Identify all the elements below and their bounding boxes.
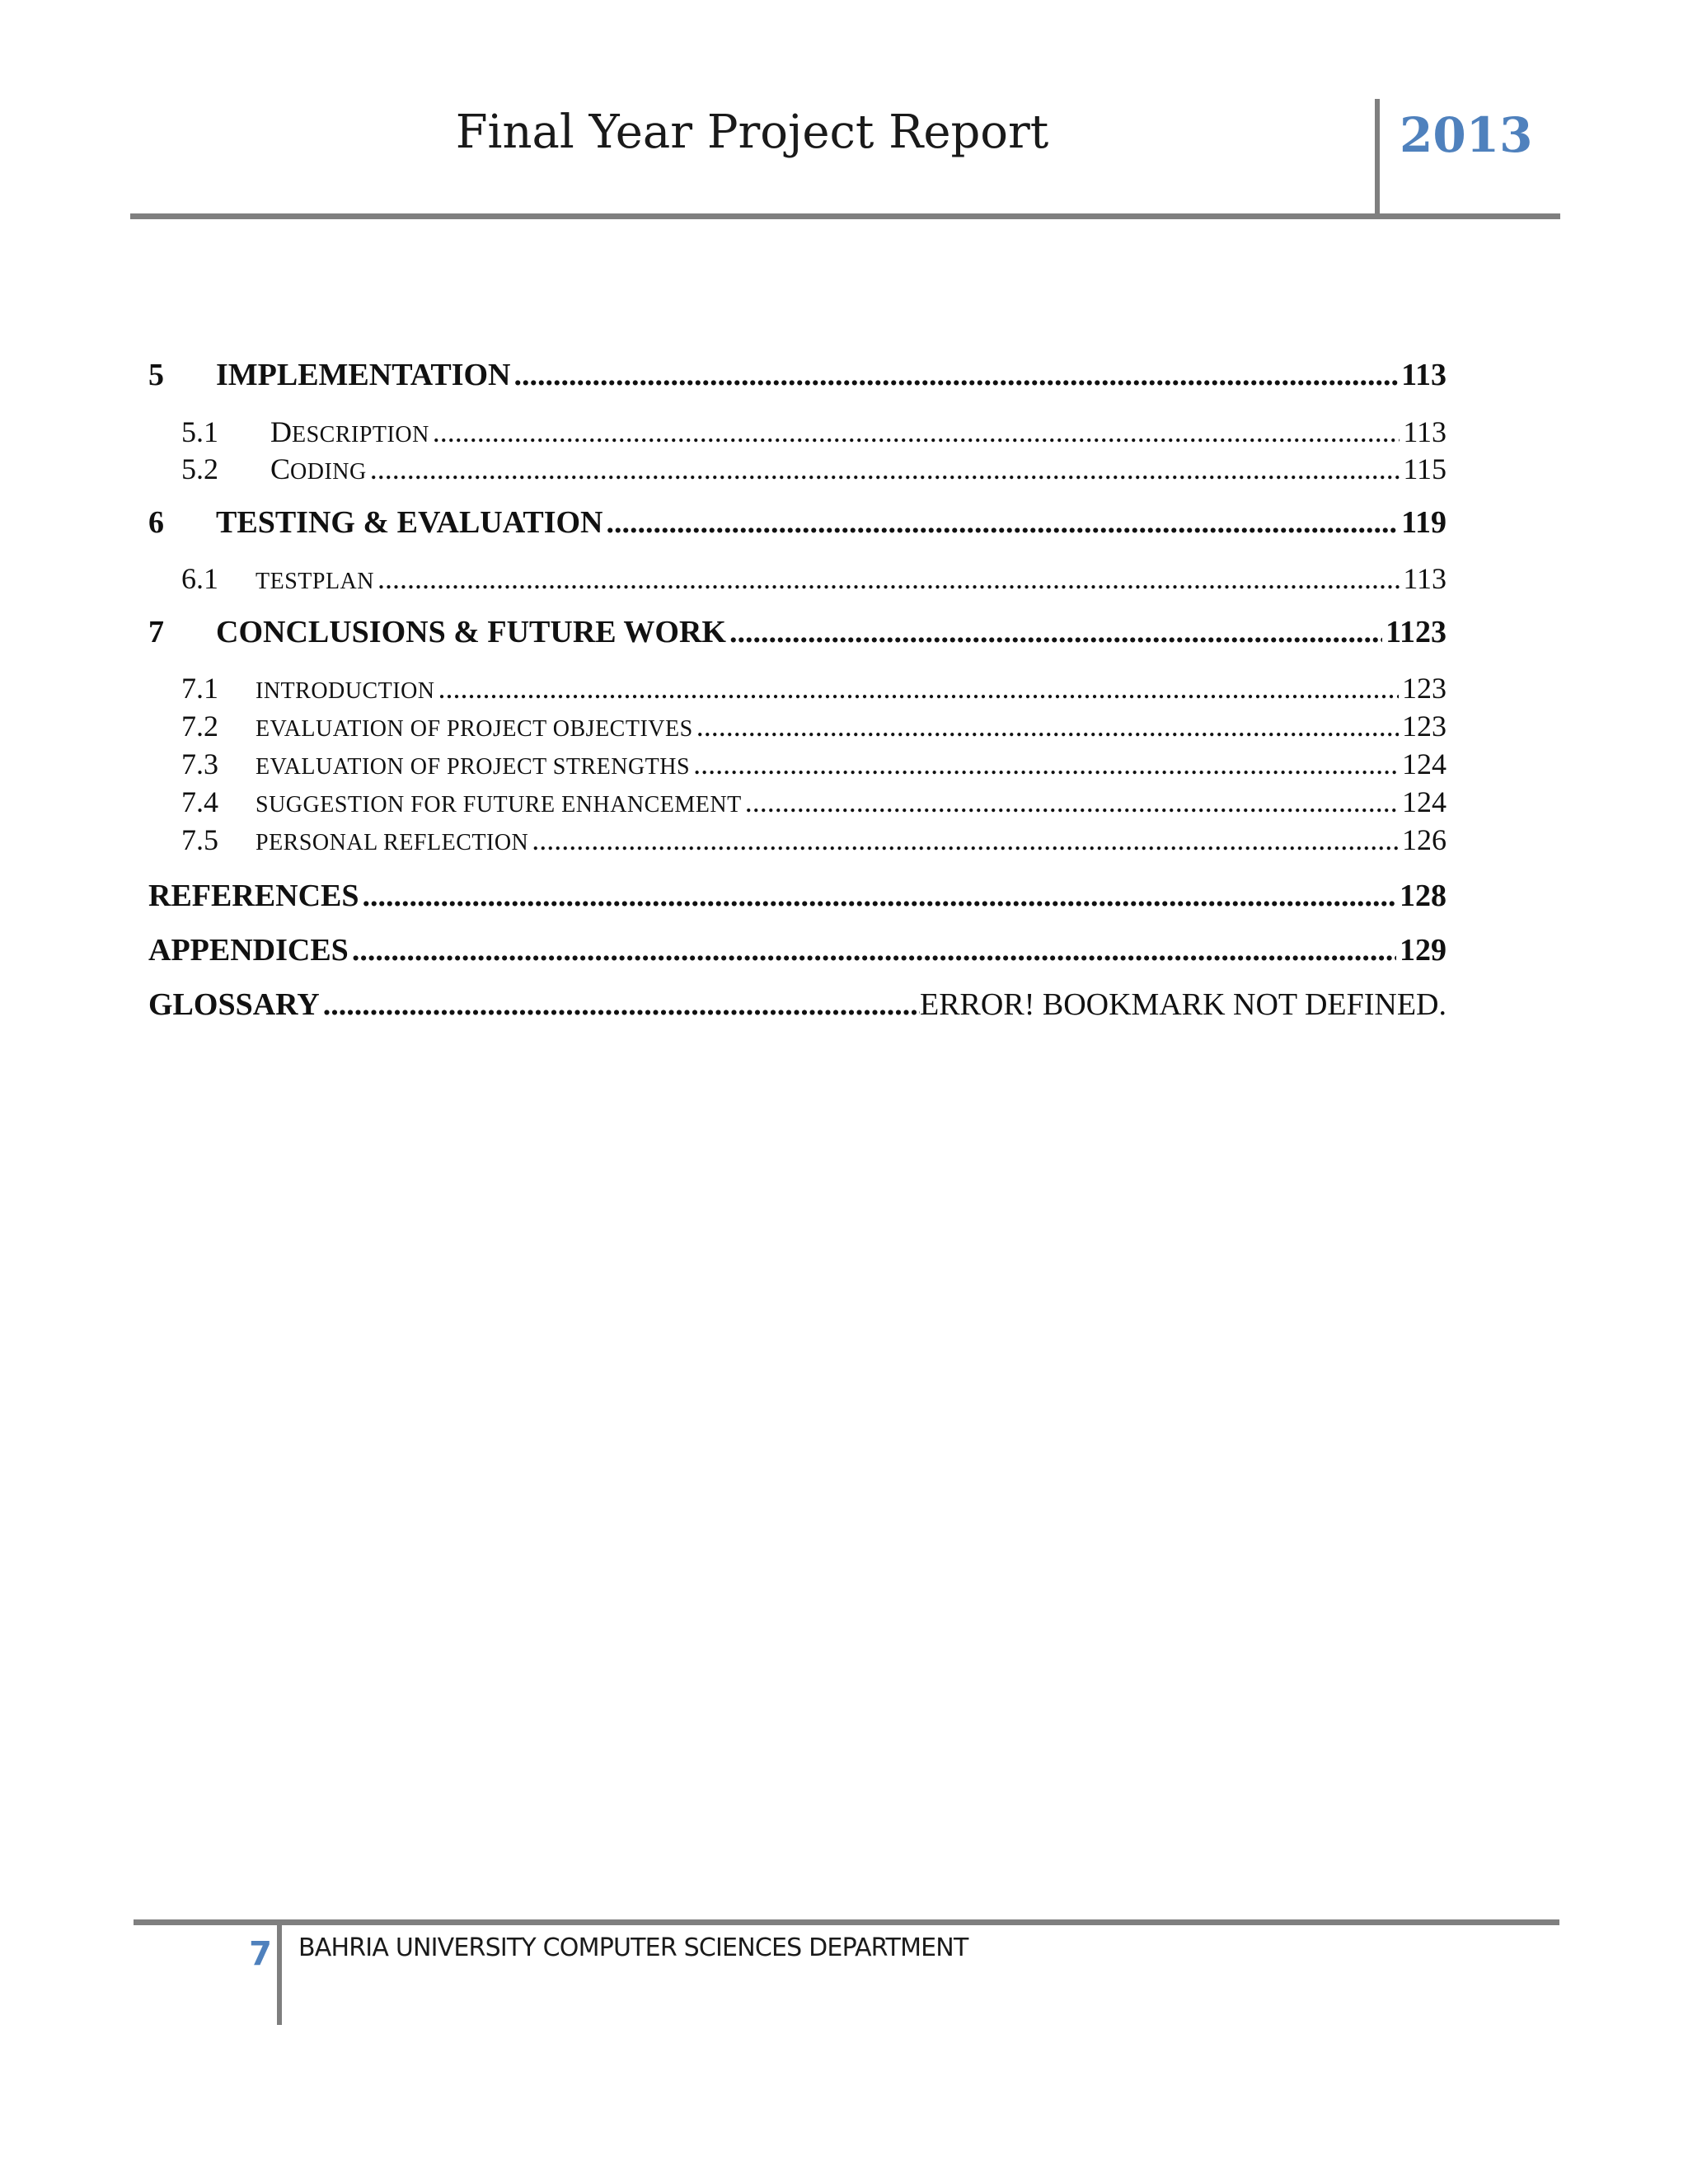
toc-entry-coding[interactable] <box>148 454 1447 484</box>
header-divider <box>1375 99 1380 216</box>
toc-entry-future-enhancement[interactable] <box>148 787 1447 817</box>
toc-page-number: 126 <box>1402 823 1447 856</box>
toc-page-number: 124 <box>1402 748 1447 780</box>
toc-label: TESTPLAN <box>256 569 374 594</box>
toc-number: 5.2 <box>181 452 218 485</box>
footer-divider <box>277 1922 282 2025</box>
toc-number: 7.4 <box>181 785 218 818</box>
toc-leader-dots <box>323 989 920 1020</box>
toc-page-number: 113 <box>1403 562 1447 595</box>
toc-entry-testplan[interactable] <box>148 564 1447 593</box>
toc-entry-testing-evaluation[interactable] <box>148 507 1447 538</box>
toc-label: IMPLEMENTATION <box>216 358 511 392</box>
toc-label: CONCLUSIONS & FUTURE WORK <box>216 615 726 649</box>
toc-label: EVALUATION OF PROJECT OBJECTIVES <box>256 716 693 742</box>
toc-number: 6 <box>148 505 164 540</box>
toc-number: 7.2 <box>181 710 218 743</box>
toc-leader-dots <box>370 454 1400 484</box>
toc-leader-dots <box>352 935 1396 966</box>
header-rule <box>130 213 1560 219</box>
toc-leader-dots <box>693 749 1399 779</box>
toc-label <box>270 454 367 484</box>
toc-page-number: 123 <box>1402 710 1447 743</box>
toc-label: APPENDICES <box>148 933 349 968</box>
toc-leader-dots <box>433 417 1400 447</box>
toc-number: 7 <box>148 615 164 649</box>
toc-number: 6.1 <box>181 562 218 595</box>
toc-leader-dots <box>377 564 1400 593</box>
toc-entry-glossary[interactable] <box>148 989 1447 1020</box>
toc-label: PERSONAL REFLECTION <box>256 830 529 855</box>
toc-page-number: 123 <box>1402 672 1447 705</box>
toc-label-rest: ESCRIPTION <box>292 422 429 448</box>
toc-page-number: 124 <box>1402 785 1447 818</box>
toc-leader-dots <box>729 616 1382 648</box>
toc-entry-personal-reflection[interactable] <box>148 825 1447 855</box>
toc-number: 7.5 <box>181 823 218 856</box>
toc-label <box>270 417 429 447</box>
toc-entry-description[interactable] <box>148 417 1447 447</box>
toc-leader-dots <box>745 787 1399 817</box>
toc-label: INTRODUCTION <box>256 678 435 704</box>
toc-page-number: 113 <box>1401 358 1447 392</box>
toc-label: EVALUATION OF PROJECT STRENGTHS <box>256 754 691 780</box>
toc-label: TESTING & EVALUATION <box>216 505 603 540</box>
toc-label-rest: ODING <box>290 459 367 485</box>
toc-page-number: 1123 <box>1386 615 1447 649</box>
toc-entry-references[interactable] <box>148 880 1447 912</box>
toc-entry-appendices[interactable] <box>148 935 1447 966</box>
toc-label: REFERENCES <box>148 879 359 913</box>
toc-entry-evaluation-objectives[interactable] <box>148 711 1447 741</box>
footer-department: BAHRIA UNIVERSITY COMPUTER SCIENCES DEPARTMENT <box>298 1933 968 1962</box>
toc-entry-evaluation-strengths[interactable] <box>148 749 1447 779</box>
toc-entry-conclusions[interactable] <box>148 616 1447 648</box>
toc-leader-dots <box>514 359 1399 391</box>
toc-error-message: ERROR! BOOKMARK NOT DEFINED. <box>920 987 1447 1022</box>
toc-label-initial: D <box>270 415 292 448</box>
footer-page-number: 7 <box>249 1935 272 1973</box>
toc-number: 5.1 <box>181 415 218 448</box>
toc-page-number: 129 <box>1400 933 1447 968</box>
report-year: 2013 <box>1400 107 1533 163</box>
toc-page-number: 113 <box>1403 415 1447 448</box>
toc-leader-dots <box>438 673 1399 703</box>
toc-number: 7.3 <box>181 748 218 780</box>
toc-entry-introduction[interactable] <box>148 673 1447 703</box>
toc-entry-implementation[interactable] <box>148 359 1447 391</box>
footer-rule <box>134 1919 1559 1925</box>
toc-leader-dots <box>363 880 1397 912</box>
toc-label-initial: C <box>270 452 291 485</box>
toc-label: SUGGESTION FOR FUTURE ENHANCEMENT <box>256 792 742 818</box>
toc-page-number: 119 <box>1401 505 1447 540</box>
toc-leader-dots <box>696 711 1399 741</box>
toc-page-number: 115 <box>1403 452 1447 485</box>
toc-page-number: 128 <box>1400 879 1447 913</box>
toc-leader-dots <box>532 825 1399 855</box>
toc-number: 7.1 <box>181 672 218 705</box>
toc-leader-dots <box>607 507 1399 538</box>
toc-label: GLOSSARY <box>148 987 320 1022</box>
report-title: Final Year Project Report <box>455 105 1049 159</box>
toc-number: 5 <box>148 358 164 392</box>
